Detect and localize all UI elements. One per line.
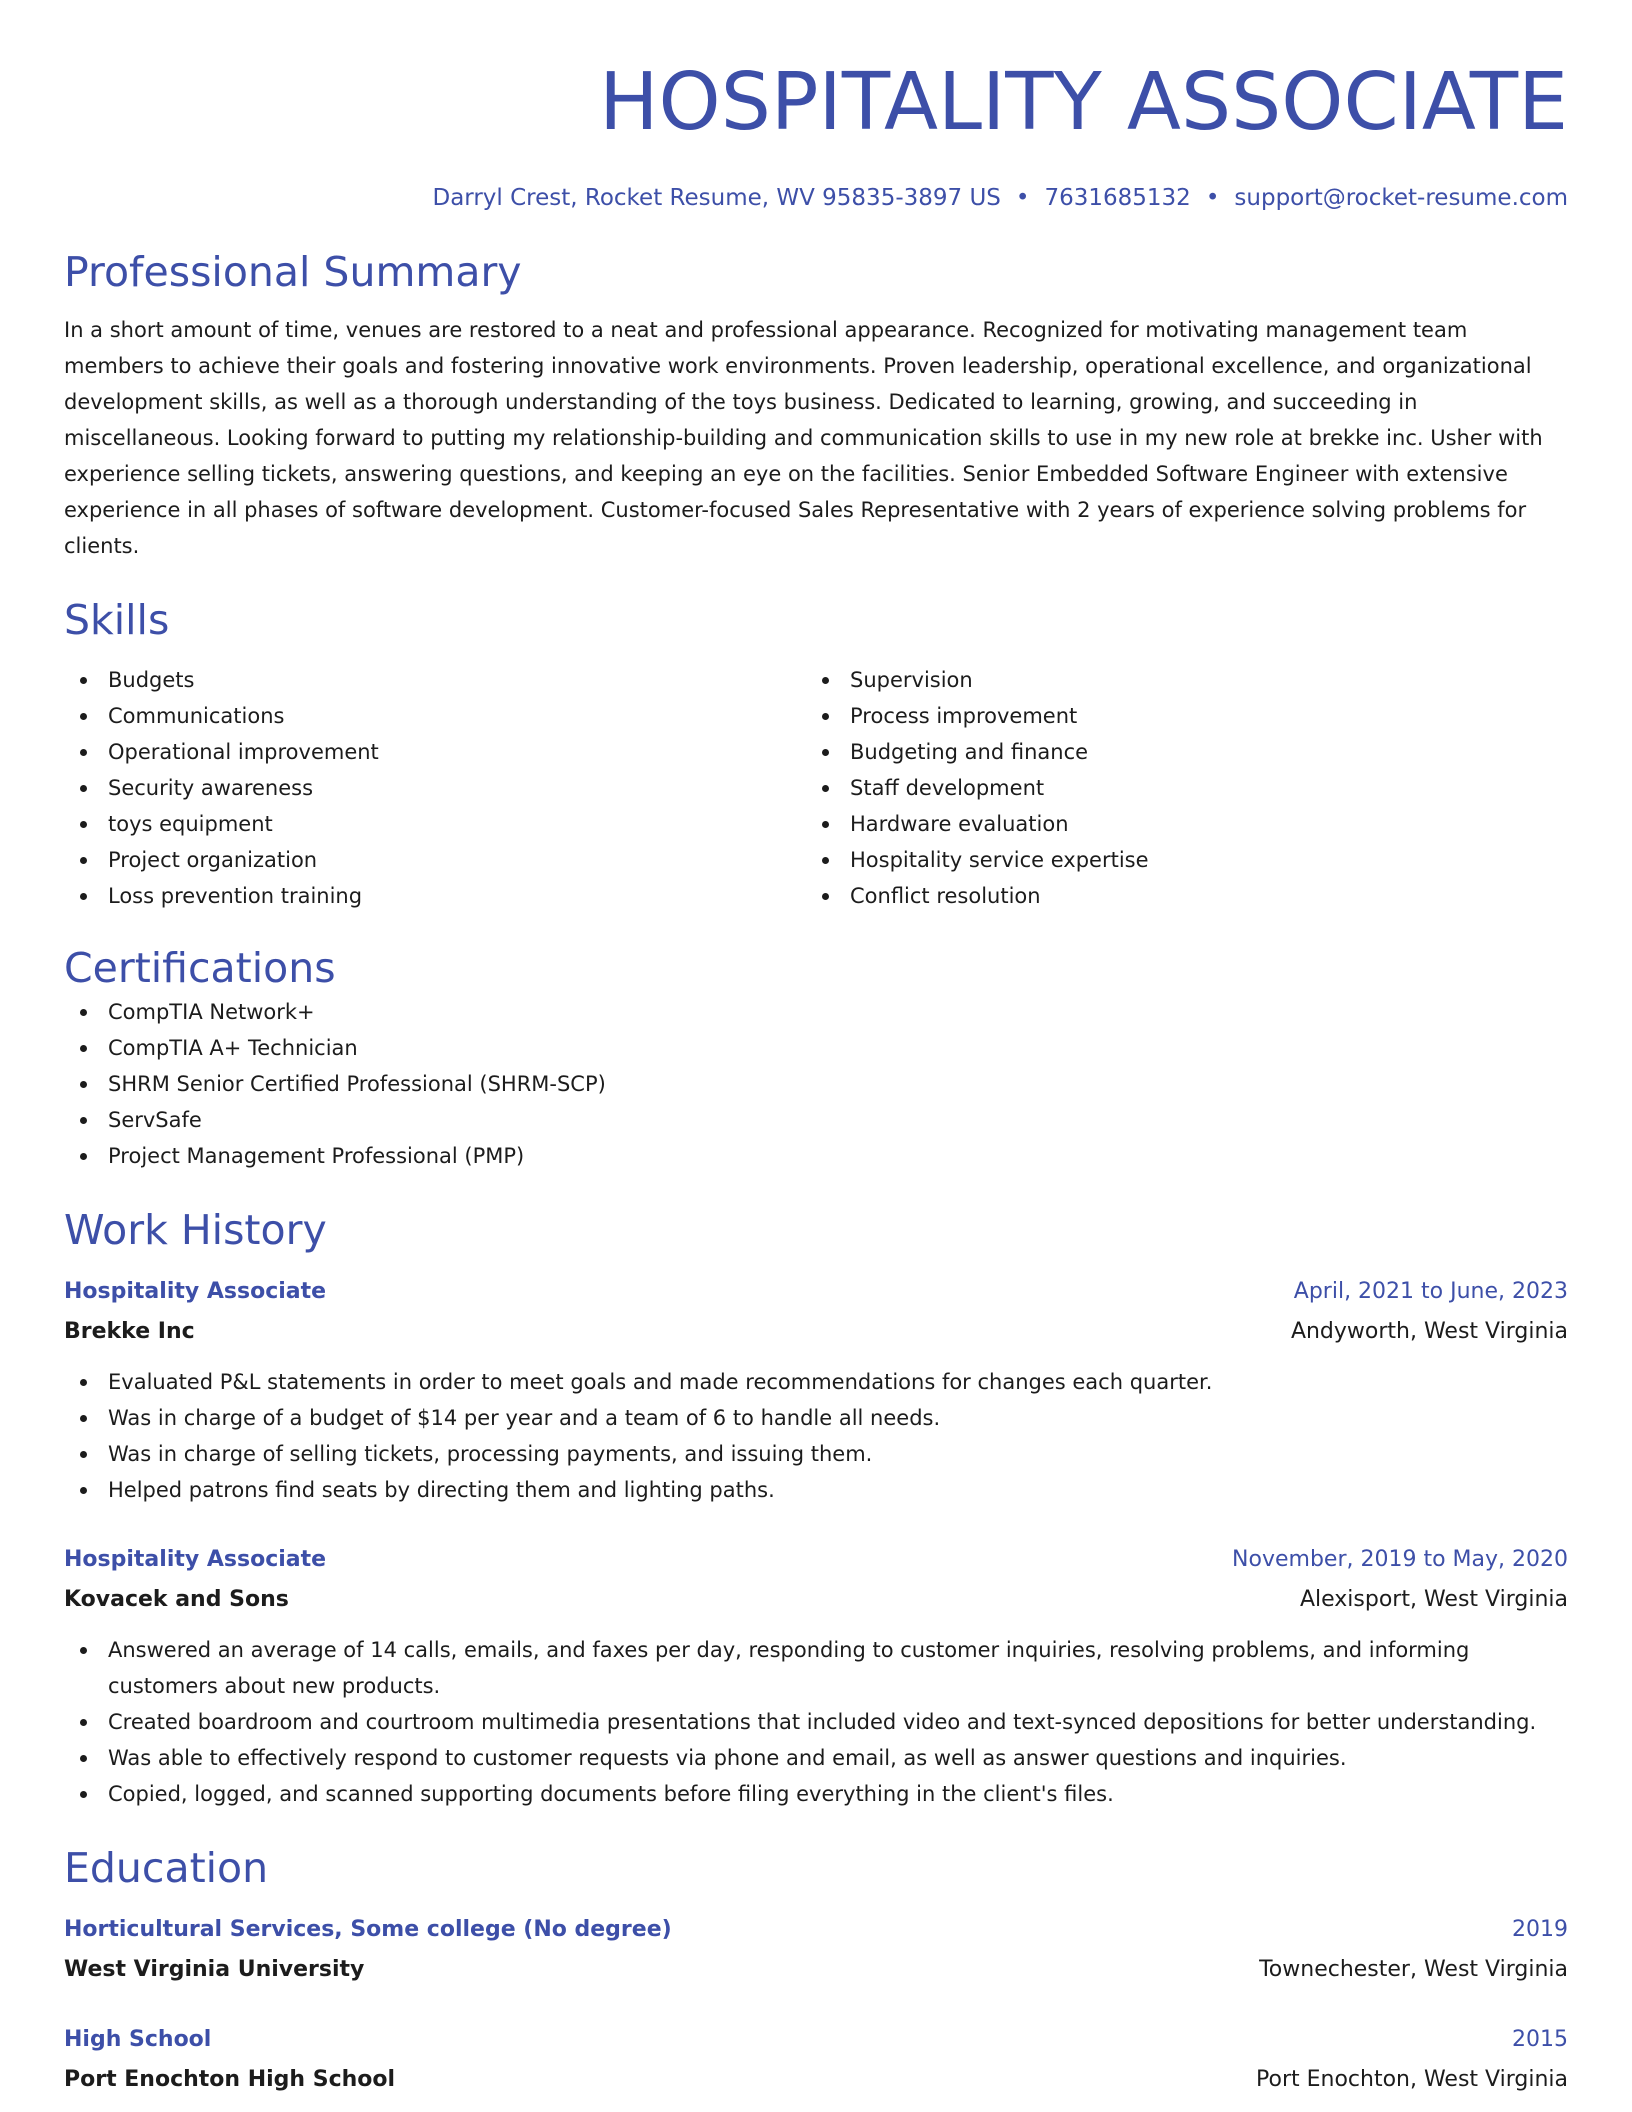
- certifications-list: [64, 994, 1568, 1174]
- job-bullet: Copied, logged, and scanned supporting documents before filing everything in the client's files.: [64, 1776, 1568, 1812]
- education-degree-row: [64, 2020, 1568, 2060]
- job-dates: April, 2021 to June, 2023: [1293, 1279, 1568, 1304]
- skills-column-right: [806, 662, 1548, 914]
- job-bullet: Was in charge of selling tickets, processing payments, and issuing them.: [64, 1436, 1568, 1472]
- education-heading: Education: [64, 1844, 269, 1892]
- education-location: Port Enochton, West Virginia: [1256, 2067, 1568, 2092]
- job-bullet: Was able to effectively respond to customer requests via phone and email, as well as answer questions and inquiries.: [64, 1740, 1568, 1776]
- certification-item: ServSafe: [64, 1102, 1568, 1138]
- skills-list: [64, 662, 1568, 914]
- job-bullet: Was in charge of a budget of $14 per year and a team of 6 to handle all needs.: [64, 1400, 1568, 1436]
- education-year: 2019: [1512, 1917, 1568, 1942]
- skill-item: Security awareness: [64, 770, 806, 806]
- education-year: 2015: [1512, 2027, 1568, 2052]
- skill-item: Supervision: [806, 662, 1548, 698]
- skill-item: Conflict resolution: [806, 878, 1548, 914]
- skill-item: Operational improvement: [64, 734, 806, 770]
- summary-text: In a short amount of time, venues are restored to a neat and professional appearance. Recognized for motivating management team members to achieve their goals and fostering innovative work environments. Proven leadership, operational excellence, and organizational development skills, as well as a thorough understanding of the toys business. Dedicated to learning, growing, and succeeding in miscellaneous. Looking forward to putting my relationship-building and communication skills to use in my new role at brekke inc. Usher with experience selling tickets, answering questions, and keeping an eye on the facilities. Senior Embedded Software Engineer with extensive experience in all phases of software development. Customer-focused Sales Representative with 2 years of experience solving problems for clients.: [64, 318, 1543, 558]
- skill-item: Staff development: [806, 770, 1548, 806]
- job-title-row: [64, 1540, 1568, 1580]
- skill-item: Process improvement: [806, 698, 1548, 734]
- education-degree-row: [64, 1910, 1568, 1950]
- summary-heading: Professional Summary: [64, 248, 522, 296]
- skill-item: Communications: [64, 698, 806, 734]
- skill-item: Hardware evaluation: [806, 806, 1548, 842]
- skill-item: Loss prevention training: [64, 878, 806, 914]
- resume-page: [64, 0, 1568, 2100]
- skill-item: Budgets: [64, 662, 806, 698]
- education-entry: [64, 2020, 1568, 2100]
- job-entry: [64, 1272, 1568, 1508]
- education-school: Port Enochton High School: [64, 2067, 396, 2092]
- skills-column-left: [64, 662, 806, 914]
- skill-item: toys equipment: [64, 806, 806, 842]
- certification-item: Project Management Professional (PMP): [64, 1138, 1568, 1174]
- contact-separator: •: [1205, 185, 1220, 211]
- skill-item: Hospitality service expertise: [806, 842, 1548, 878]
- contact-separator: •: [1015, 185, 1030, 211]
- job-company: Kovacek and Sons: [64, 1587, 289, 1612]
- job-company-row: [64, 1580, 1568, 1620]
- job-company: Brekke Inc: [64, 1319, 195, 1344]
- education-school-row: [64, 1950, 1568, 1990]
- education-degree: Horticultural Services, Some college (No degree): [64, 1917, 672, 1942]
- certification-item: CompTIA A+ Technician: [64, 1030, 1568, 1066]
- education-degree: High School: [64, 2027, 212, 2052]
- job-role: Hospitality Associate: [64, 1279, 327, 1304]
- job-bullets: [64, 1364, 1568, 1508]
- job-dates: November, 2019 to May, 2020: [1232, 1547, 1568, 1572]
- job-title-row: [64, 1272, 1568, 1312]
- job-location: Alexisport, West Virginia: [1299, 1587, 1568, 1612]
- education-school: West Virginia University: [64, 1957, 365, 1982]
- job-entry: [64, 1540, 1568, 1812]
- job-bullet: Answered an average of 14 calls, emails, and faxes per day, responding to customer inquiries, resolving problems, and informing customers about new products.: [64, 1632, 1568, 1704]
- education-entry: [64, 1910, 1568, 1990]
- education-location: Townechester, West Virginia: [1259, 1957, 1568, 1982]
- resume-title: HOSPITALITY ASSOCIATE: [599, 56, 1568, 148]
- contact-line: [64, 182, 1568, 214]
- certification-item: CompTIA Network+: [64, 994, 1568, 1030]
- contact-email: support@rocket-resume.com: [1234, 185, 1568, 211]
- job-location: Andyworth, West Virginia: [1290, 1319, 1568, 1344]
- work-history-heading: Work History: [64, 1206, 327, 1254]
- skill-item: Project organization: [64, 842, 806, 878]
- job-bullet: Evaluated P&L statements in order to meet goals and made recommendations for changes each quarter.: [64, 1364, 1568, 1400]
- job-bullet: Created boardroom and courtroom multimedia presentations that included video and text-synced depositions for better understanding.: [64, 1704, 1568, 1740]
- contact-address: Darryl Crest, Rocket Resume, WV 95835-3897 US: [432, 185, 1001, 211]
- job-bullets: [64, 1632, 1568, 1812]
- skills-heading: Skills: [64, 596, 170, 644]
- job-role: Hospitality Associate: [64, 1547, 327, 1572]
- job-bullet: Helped patrons find seats by directing them and lighting paths.: [64, 1472, 1568, 1508]
- skill-item: Budgeting and finance: [806, 734, 1548, 770]
- education-school-row: [64, 2060, 1568, 2100]
- certification-item: SHRM Senior Certified Professional (SHRM-SCP): [64, 1066, 1568, 1102]
- certifications-heading: Certifications: [64, 944, 336, 992]
- contact-phone: 7631685132: [1044, 185, 1191, 211]
- job-company-row: [64, 1312, 1568, 1352]
